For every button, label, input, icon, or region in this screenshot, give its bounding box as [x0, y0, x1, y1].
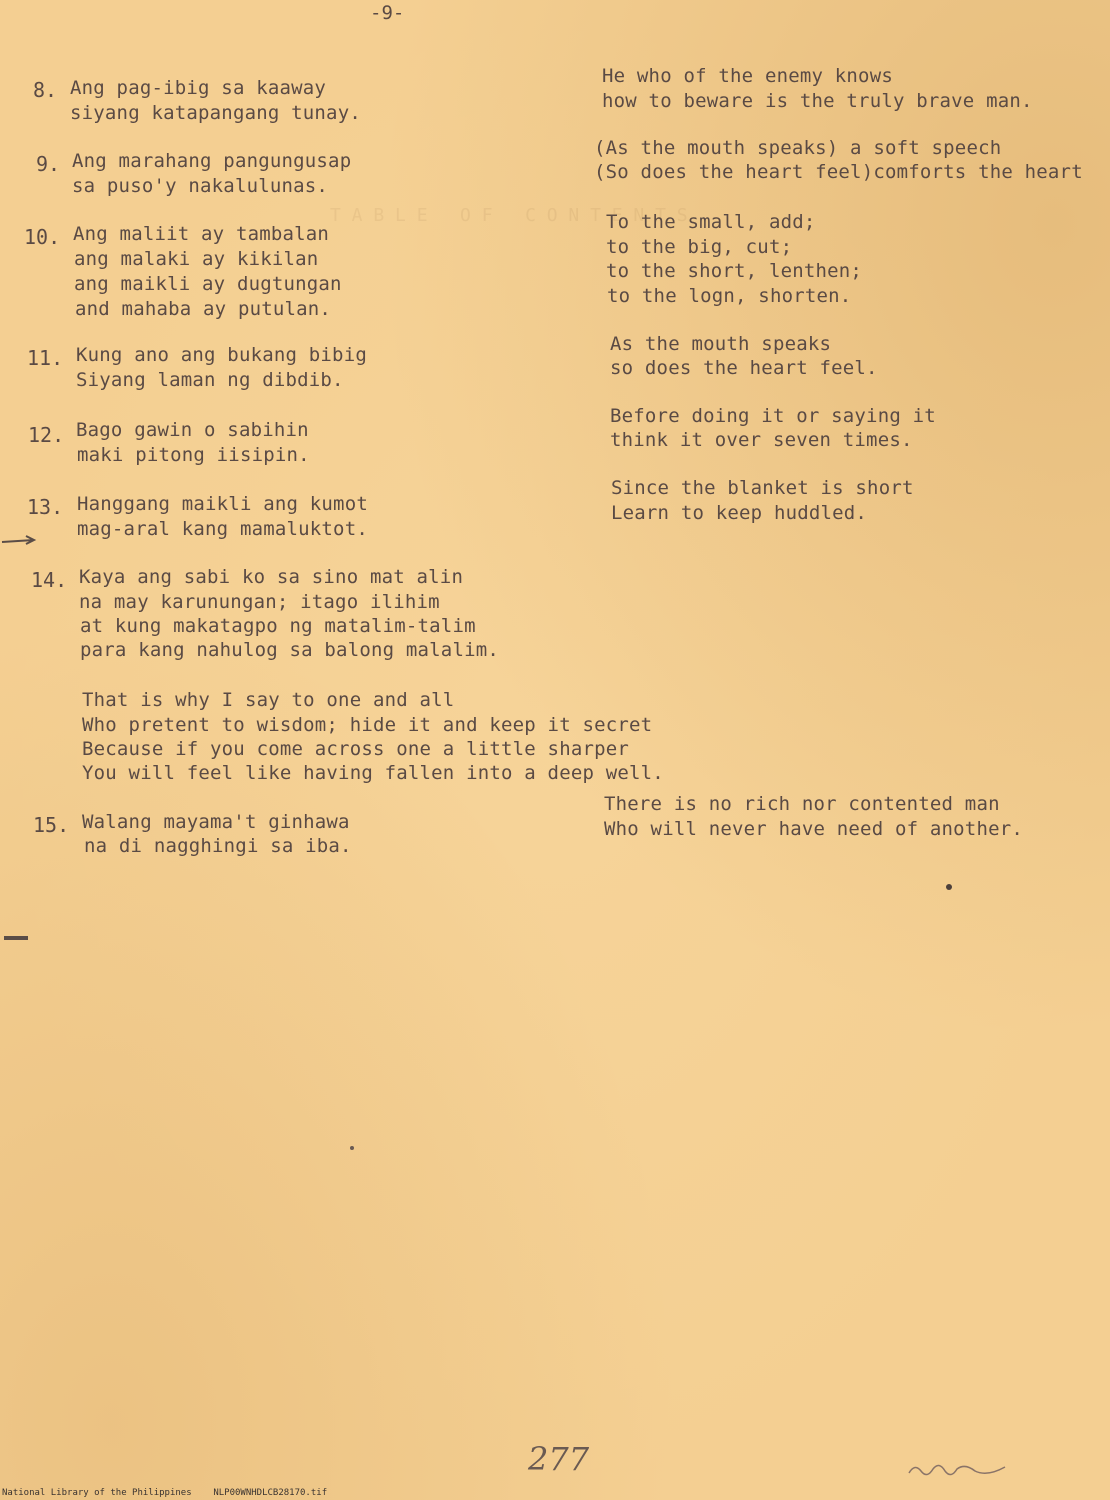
- tagalog-line: siyang katapangang tunay.: [70, 102, 361, 124]
- proverb-number: 11.: [27, 346, 64, 370]
- tagalog-line: Ang marahang pangungusap: [72, 150, 352, 172]
- page-number: -9-: [370, 2, 405, 24]
- english-line: so does the heart feel.: [610, 357, 878, 379]
- proverb-number: 12.: [28, 423, 65, 447]
- proverb-number: 15.: [33, 813, 70, 837]
- english-line: He who of the enemy knows: [602, 65, 893, 87]
- tagalog-line: mag-aral kang mamaluktot.: [77, 518, 368, 540]
- tagalog-line: Kaya ang sabi ko sa sino mat alin: [79, 566, 464, 588]
- proverb-number: 13.: [27, 495, 64, 519]
- signature-scribble: [905, 1455, 1015, 1485]
- tagalog-line: ang malaki ay kikilan: [74, 248, 319, 270]
- folio-number: 277: [528, 1440, 590, 1478]
- english-line: how to beware is the truly brave man.: [602, 90, 1033, 112]
- english-line: to the logn, shorten.: [607, 285, 852, 307]
- tagalog-line: Kung ano ang bukang bibig: [76, 344, 367, 366]
- tagalog-line: Walang mayama't ginhawa: [82, 811, 350, 833]
- english-line: (As the mouth speaks) a soft speech: [594, 137, 1002, 159]
- tagalog-line: na di nagghingi sa iba.: [84, 835, 352, 857]
- english-line: Because if you come across one a little sharper: [82, 738, 630, 760]
- english-line: Who will never have need of another.: [604, 818, 1024, 840]
- tagalog-line: ang maikli ay dugtungan: [74, 273, 342, 295]
- english-line: That is why I say to one and all: [82, 689, 455, 711]
- tagalog-line: sa puso'y nakalulunas.: [72, 175, 329, 197]
- punch-mark: [0, 530, 40, 550]
- proverb-number: 9.: [36, 152, 61, 176]
- tagalog-line: na may karunungan; itago ilihim: [79, 591, 440, 613]
- english-line: To the small, add;: [606, 211, 816, 233]
- tagalog-line: para kang nahulog sa balong malalim.: [80, 639, 500, 661]
- english-line: Before doing it or saying it: [610, 405, 936, 427]
- proverb-number: 14.: [31, 568, 68, 592]
- english-line: Who pretent to wisdom; hide it and keep it secret: [82, 714, 653, 736]
- tagalog-line: Siyang laman ng dibdib.: [76, 369, 344, 391]
- ink-speck: [946, 884, 952, 890]
- tagalog-line: Hanggang maikli ang kumot: [77, 493, 368, 515]
- tagalog-line: maki pitong iisipin.: [77, 444, 310, 466]
- proverb-number: 10.: [24, 225, 61, 249]
- tagalog-line: Ang maliit ay tambalan: [73, 223, 330, 245]
- tagalog-line: Bago gawin o sabihin: [76, 419, 309, 441]
- archive-footer: National Library of the Philippines NLP00WNHDLCB28170.tif: [2, 1488, 328, 1498]
- english-line: to the big, cut;: [606, 236, 793, 258]
- proverb-number: 8.: [33, 78, 58, 102]
- english-line: think it over seven times.: [610, 429, 913, 451]
- english-line: to the short, lenthen;: [606, 260, 863, 282]
- english-line: There is no rich nor contented man: [604, 793, 1000, 815]
- tagalog-line: at kung makatagpo ng matalim-talim: [80, 615, 476, 637]
- english-line: Since the blanket is short: [611, 477, 914, 499]
- english-line: (So does the heart feel)comforts the heart: [594, 161, 1083, 183]
- tagalog-line: Ang pag-ibig sa kaaway: [70, 77, 327, 99]
- english-line: Learn to keep huddled.: [611, 502, 868, 524]
- bleed-through-text: T A B L E O F C O N T E N T S: [330, 205, 688, 226]
- punch-mark: [0, 928, 40, 948]
- english-line: You will feel like having fallen into a deep well.: [82, 762, 664, 784]
- english-line: As the mouth speaks: [610, 333, 832, 355]
- ink-speck: [350, 1146, 354, 1150]
- tagalog-line: and mahaba ay putulan.: [75, 298, 332, 320]
